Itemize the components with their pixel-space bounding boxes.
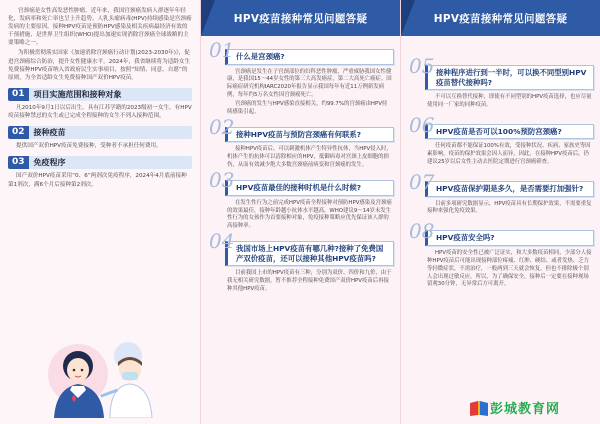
question-number: 03 [209,168,235,193]
answer-text [427,250,592,290]
question-box [225,241,394,266]
qa-07 [411,168,594,216]
question-number: 02 [209,114,235,139]
answer-paragraph: 目前多项研究数据显示，HPV疫苗具有长期保护效果，不需要重复接种来强化免疫效果。 [427,200,592,215]
section-number: 03 [8,156,29,169]
question-text: HPV疫苗是否可以100%预防宫颈癌? [436,126,562,136]
section-01 [8,88,192,120]
vaccination-illustration [48,326,154,418]
panel-banner [401,0,600,36]
banner-title: HPV疫苗接种常见问题答疑 [233,12,368,25]
question-number: 01 [209,38,235,62]
intro-paragraph-1: 宫颈癌是女性高发恶性肿瘤。近年来，我国宫颈癌发病人群逐年年轻化，发病率和死亡率也呈上升趋势。人乳头瘤病毒(HPV)持续感染是宫颈癌发病的主要原因，接种HPV疫苗是预防HPV感染及相关疾病最经济有效的干预措施，是世界卫生组织(WHO)提出加速实现消除宫颈癌全球战略的主要策略之一。 [8,8,192,47]
section-number: 01 [8,88,29,101]
intro-paragraph-2: 为积极贯彻落实国家《加速消除宫颈癌行动计划(2023-2030年)》，促进宫颈癌综合防治，提升女性健康水平，2024年，我省继续将为适龄女生免费接种HPV疫苗纳入省政府民生实事项目，按照“知情、同意、自愿”的原则，为全省适龄女生免费接种国产双价HPV疫苗。 [8,50,191,81]
section-body: 提供国产双价HPV疫苗免费接种，受种者不承担任何费用。 [16,143,162,150]
question-text: 什么是宫颈癌? [236,52,285,61]
qa-02 [209,114,394,170]
section-number: 02 [8,126,29,139]
question-text: 接种HPV疫苗与预防宫颈癌有何联系? [236,129,362,139]
answer-text [427,201,592,217]
logo-text: 彭城教育网 [490,402,561,417]
qa-01 [211,36,394,117]
question-box [225,180,394,196]
question-box [425,230,594,246]
question-number: 07 [409,170,435,195]
section-02 [8,126,192,150]
question-box [425,181,594,197]
question-text: 我国市场上HPV疫苗有哪几种?接种了免费国产双价疫苗，还可以接种其他HPV疫苗吗? [236,244,384,263]
question-number: 06 [409,112,435,137]
answer-text [427,143,592,167]
book-icon [468,399,490,417]
question-text: HPV疫苗安全吗? [436,233,495,243]
answer-paragraph: 在发生性行为之前完成HPV疫苗全程接种对预防HPV感染及宫颈癌的效果最佳，接种年龄越小抗体水平越高。WHO建议9～14岁未发生性行为的女孩作为首要接种对象，免疫接种策略应优先保证该人群的高接种率。 [227,199,392,230]
panel-banner [201,0,400,36]
question-box [425,65,594,90]
section-body: 凡2010年9月1日以后出生，具有江苏学籍的2023级初一女生。有HPV疫苗接种禁忌的女生或已完成全程接种的女生不列入接种范围。 [8,104,192,120]
intro-text [8,7,192,82]
question-box [225,49,394,65]
answer-paragraph: 宫颈癌是发生在子宫颈部位的妇科恶性肿瘤，严重威胁我国女性健康，是我国15～44岁女性的第三大高发癌症，第二大高死亡癌症。国际癌症研究机构IARC2020年报告显示我国每年有近11万例新发病例，每年约5万名女性因宫颈癌死亡。 [227,68,392,99]
answer-text [227,270,392,294]
section-title: 免疫程序 [33,158,66,168]
section-body: 国产双价HPV疫苗采用“0、6”两剂次免疫程序，2024年4月底前接种第1剂次，满6个月后接种第2剂次。 [8,173,187,188]
question-number: 08 [409,219,435,244]
question-text: HPV疫苗最佳的接种时机是什么时候? [236,183,362,193]
question-box [425,124,594,140]
question-text: 接种程序进行到一半时，可以换不同型别HPV疫苗替代接种吗? [436,68,587,87]
section-title: 接种疫苗 [33,128,66,138]
question-number: 05 [409,54,435,78]
banner-title: HPV疫苗接种常见问题答疑 [433,12,568,25]
answer-text [227,69,392,117]
answer-paragraph: HPV疫苗的安全性已被广泛证实，和大多数疫苗相同，少部分人接种HPV疫苗后可能出现接种部位疼痛、红肿、硬结、或者发热、乏力等轻微症状，不需治疗，一般两到三天就会恢复。但也不排除极个别人会出现过敏反应。所以，为了确保安全，接种后一定要在接种现场留观30分钟，无异常后方可离开。 [427,249,592,288]
answer-text [227,200,392,232]
answer-paragraph: 宫颈癌的发生与HPV感染直接相关，约99.7%的宫颈癌由HPV持续感染引起。 [227,101,388,116]
question-box [225,127,394,143]
right-panel [400,0,600,424]
qa-05 [411,36,594,110]
qa-04 [209,229,394,294]
answer-text [227,146,392,170]
answer-paragraph: 不可以互换替代接种，即使有不同型别的HPV疫苗选择，也应尽量使用同一厂家的同种疫苗。 [427,94,592,108]
answer-paragraph: 接种HPV疫苗后，可以刺激机体产生特异性抗体，当HPV侵入时，机体产生的抗体可以清除相应的HPV，抵御病毒对宫颈上皮细胞的损伤，从而有效减少绝大多数宫颈癌前病变和宫颈癌的发生。 [227,146,392,169]
site-logo [468,398,560,417]
section-header [8,126,192,139]
question-text: HPV疫苗保护期是多久，是否需要打加强针? [436,184,584,194]
answer-paragraph: 目前我国上市的HPV疫苗有三种，分别为双价、四价和九价，由于我无相关研究数据，暂不推荐全程接种免费国产双价HPV疫苗后再接种其他HPV疫苗。 [227,270,392,293]
question-number: 04 [209,229,235,254]
section-03 [8,156,192,188]
section-header [8,156,192,169]
qa-08 [411,217,594,289]
middle-panel [200,0,400,424]
qa-06 [411,111,594,167]
answer-text [427,94,592,110]
qa-03 [209,168,394,231]
section-title: 项目实施范围和接种对象 [33,89,122,99]
left-panel [0,0,200,424]
answer-paragraph: 任何疫苗都不能保证100%有效，受接种状况、疾病、家族史等因素影响，疫苗的保护效果会因人而异，因此，在接种HPV疫苗后，仍建议25岁以后女性主动去医院定期进行宫颈癌筛查。 [427,143,591,166]
section-header [8,88,192,101]
